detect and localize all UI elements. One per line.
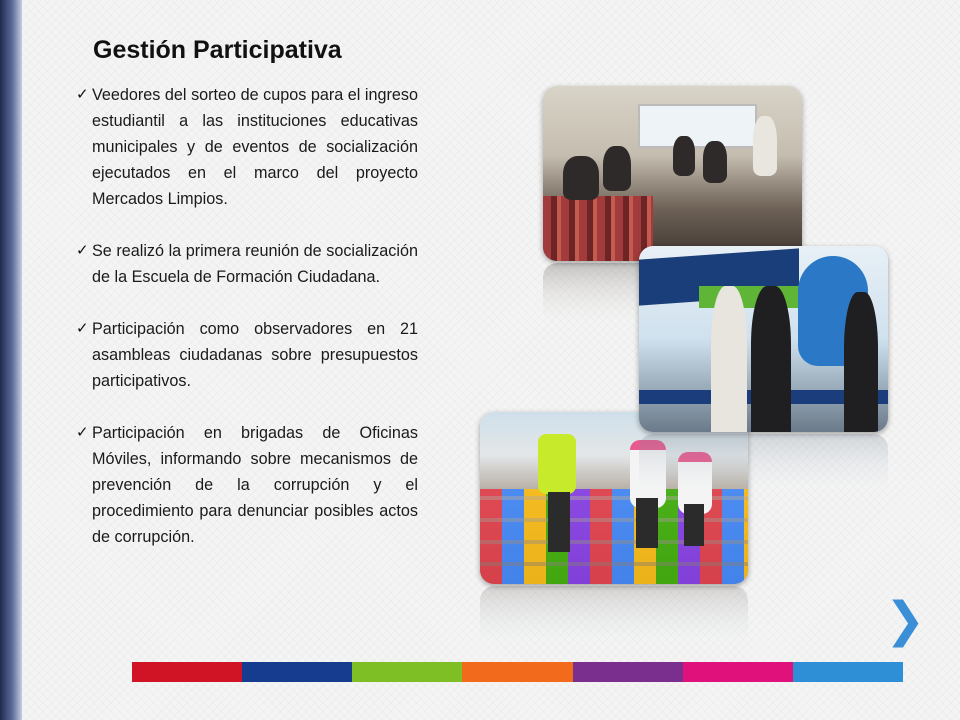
- bullet-item: [76, 238, 418, 290]
- check-icon: ✓: [76, 242, 89, 259]
- check-icon: ✓: [76, 424, 89, 441]
- bullet-item: [76, 420, 418, 550]
- bullet-item: [76, 316, 418, 394]
- footer-color-bar: [132, 662, 903, 682]
- bullet-text: Se realizó la primera reunión de socialización de la Escuela de Formación Ciudadana.: [92, 242, 418, 286]
- check-icon: ✓: [76, 86, 89, 103]
- bullet-list: [76, 82, 418, 576]
- color-segment: [242, 662, 352, 682]
- color-segment: [573, 662, 683, 682]
- color-segment: [683, 662, 793, 682]
- side-decoration-bar: [0, 0, 22, 720]
- bullet-text: Participación como observadores en 21 asambleas ciudadanas sobre presupuestos participativos.: [92, 320, 418, 390]
- color-segment: [352, 662, 462, 682]
- photo-classroom-meeting: [543, 86, 802, 261]
- slide-title: Gestión Participativa: [93, 36, 342, 64]
- photo-citizen-school-launch: [639, 246, 888, 432]
- color-segment: [793, 662, 903, 682]
- color-segment: [462, 662, 572, 682]
- bullet-text: Veedores del sorteo de cupos para el ingreso estudiantil a las instituciones educativas municipales y de eventos de socialización ejecutados en el marco del proyecto Mercados Limpios.: [92, 86, 418, 208]
- bullet-text: Participación en brigadas de Oficinas Móviles, informando sobre mecanismos de prevención de la corrupción y el procedimiento para denunciar posibles actos de corrupción.: [92, 424, 418, 546]
- bullet-item: [76, 82, 418, 212]
- chevron-right-icon[interactable]: ❯: [885, 592, 926, 648]
- color-segment: [132, 662, 242, 682]
- check-icon: ✓: [76, 320, 89, 337]
